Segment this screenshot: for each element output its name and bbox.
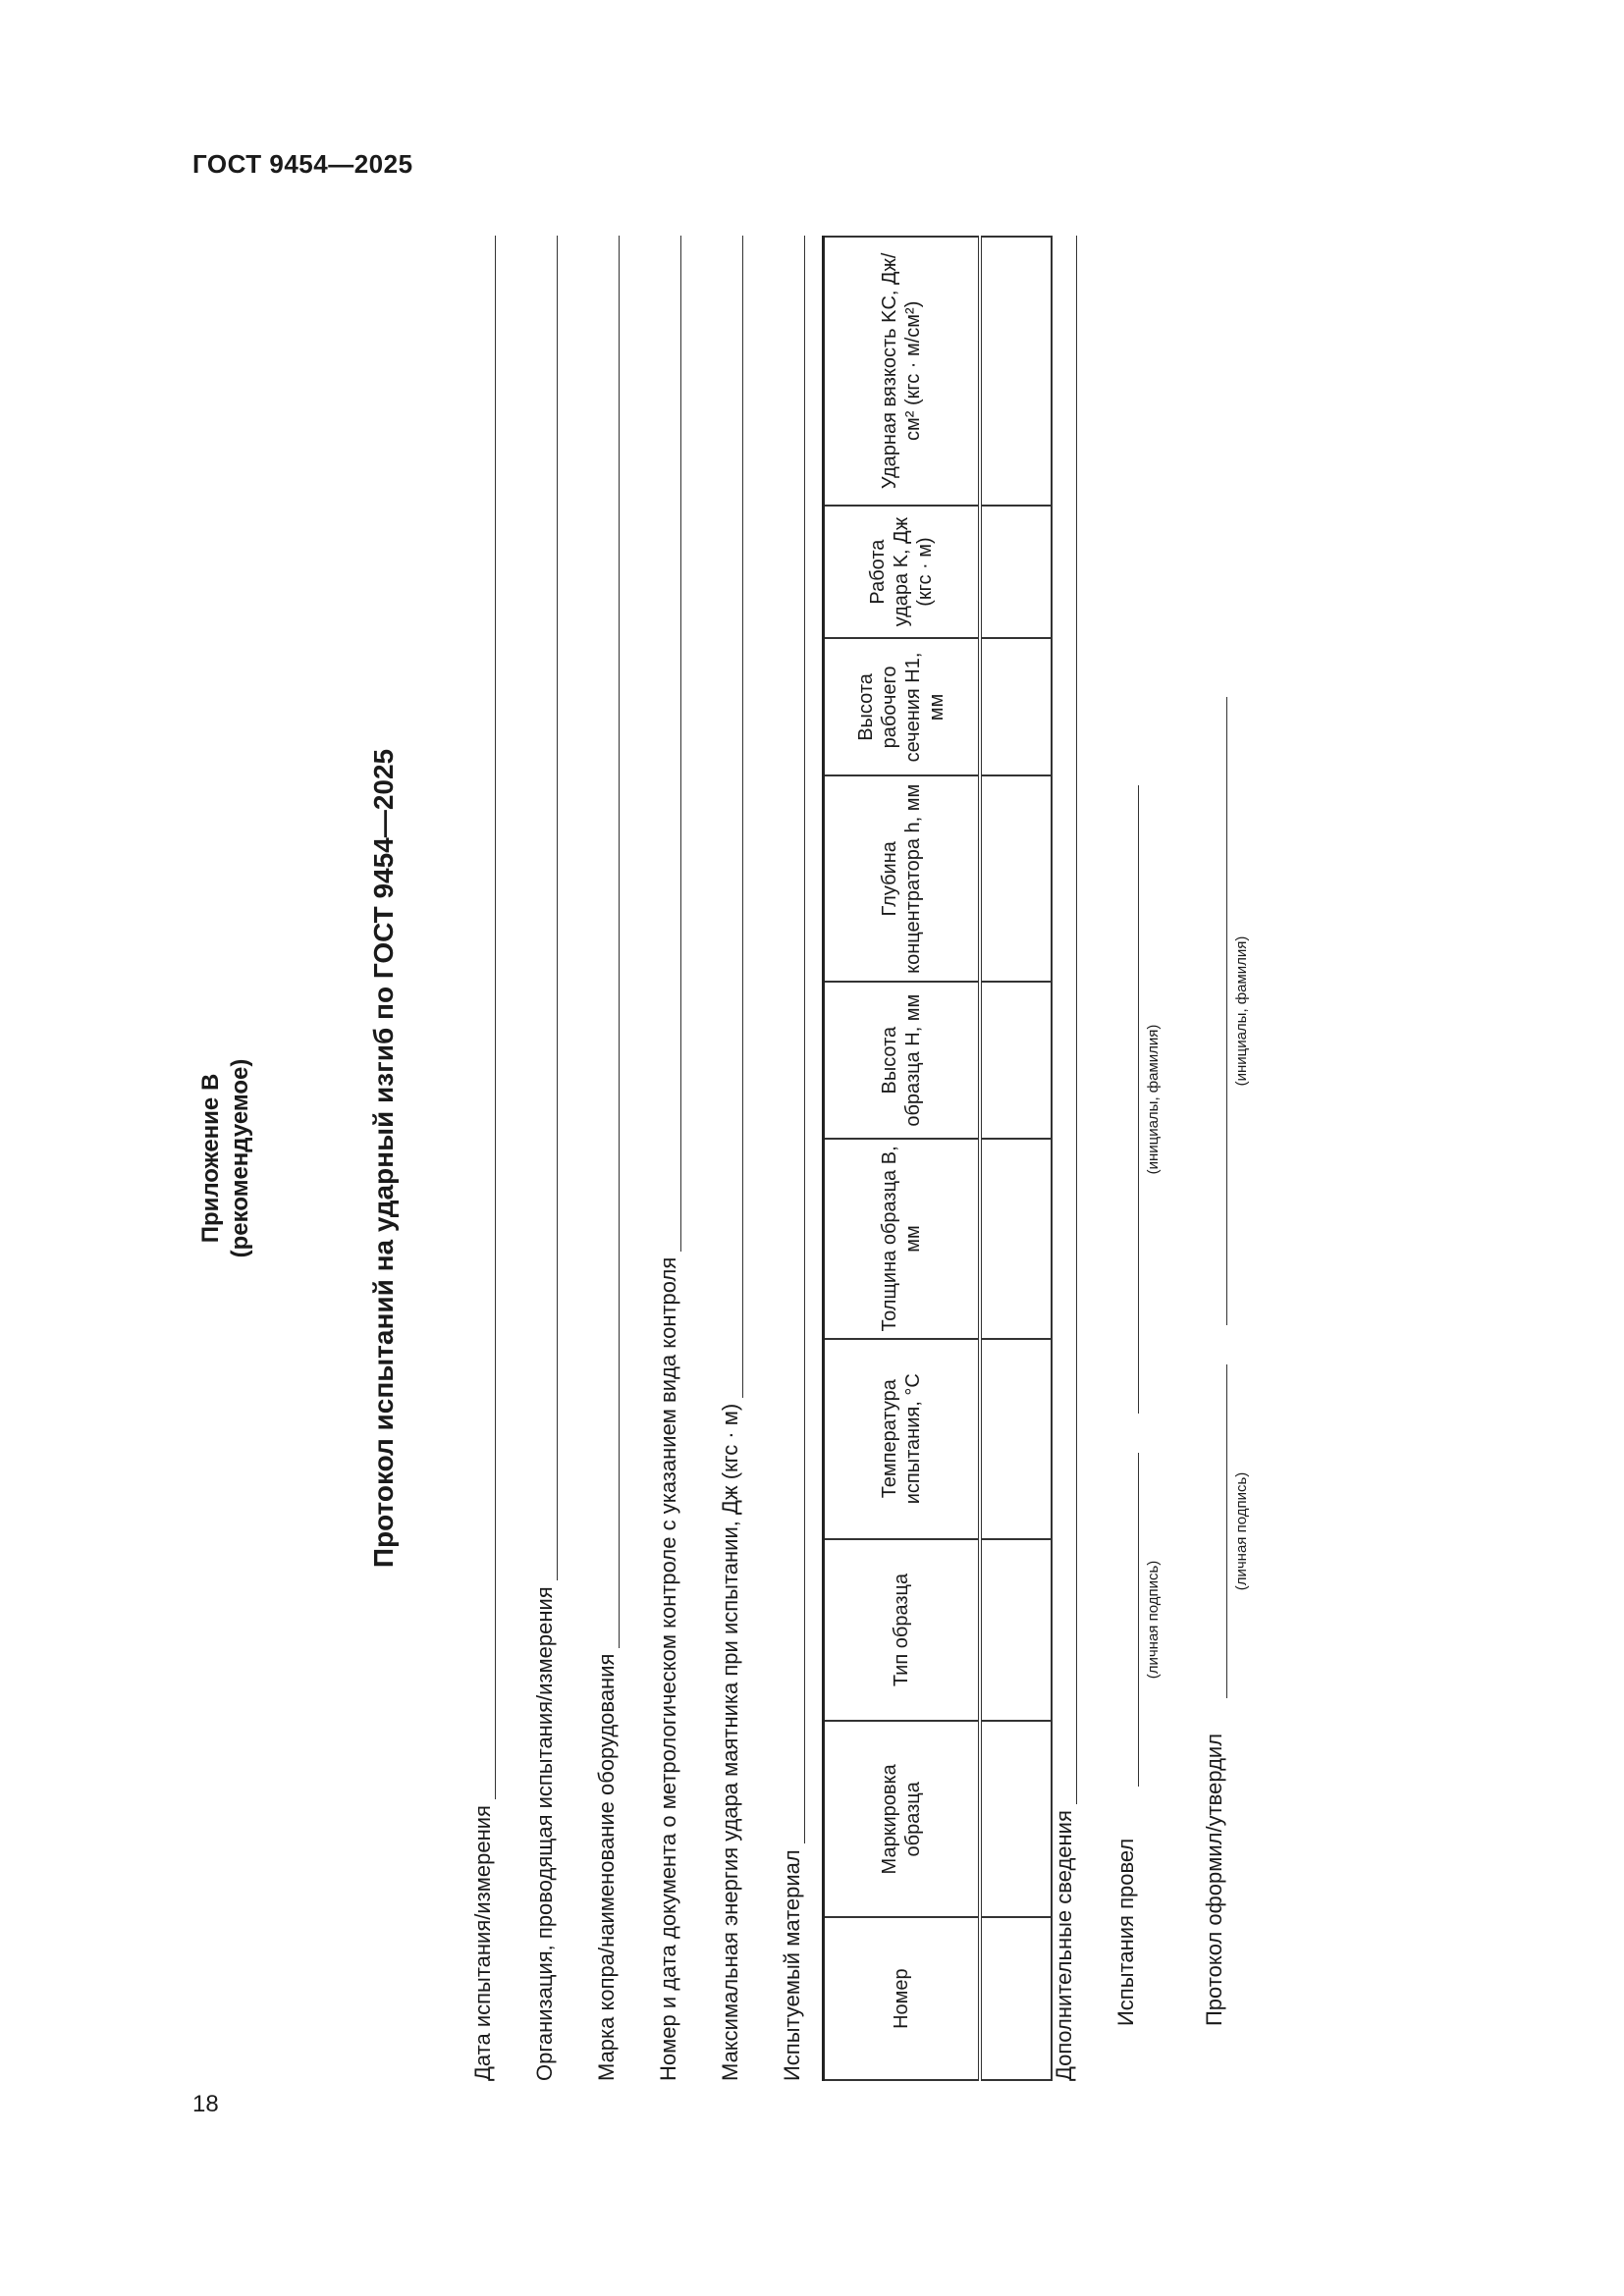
signature-tested-by-sign-line[interactable]	[1116, 1453, 1139, 1787]
signature-tested-by-name-line[interactable]	[1116, 785, 1139, 1414]
field-metrology-doc-line[interactable]	[661, 236, 681, 1252]
field-machine-label: Марка копра/наименование оборудования	[594, 1653, 619, 2081]
standard-header: ГОСТ 9454—2025	[192, 149, 413, 179]
appendix-title: Приложение В	[197, 1073, 224, 1244]
page-number: 18	[192, 2091, 219, 2117]
col-working-height: Высота рабочего сечения H1, мм	[824, 639, 981, 776]
signature-prepared-by-name-line[interactable]	[1205, 697, 1227, 1325]
table-cell[interactable]	[980, 1339, 1052, 1539]
col-notch-depth: Глубина концентратора h, мм	[824, 775, 981, 982]
table-cell[interactable]	[980, 1721, 1052, 1917]
table-cell[interactable]	[980, 237, 1052, 506]
col-marking: Маркировка образца	[824, 1721, 981, 1917]
field-test-date-line[interactable]	[475, 236, 496, 1799]
table-cell[interactable]	[980, 506, 1052, 639]
col-height: Высота образца H, мм	[824, 982, 981, 1139]
table-cell[interactable]	[980, 1539, 1052, 1722]
field-metrology-doc-label: Номер и дата документа о метрологическом контроле с указанием вида контроля	[656, 1256, 680, 2081]
table-cell[interactable]	[980, 982, 1052, 1139]
field-material-line[interactable]	[785, 236, 805, 1843]
field-metrology-doc	[652, 236, 681, 2081]
signature-prepared-by	[1198, 236, 1250, 2081]
col-type: Тип образца	[824, 1539, 981, 1722]
table-cell[interactable]	[980, 639, 1052, 776]
signature-tested-by-name-caption: (инициалы, фамилия)	[1145, 1024, 1162, 1175]
appendix-subtitle: (рекомендуемое)	[227, 1058, 253, 1258]
results-table	[822, 236, 1053, 2081]
signature-prepared-by-sign-line[interactable]	[1205, 1364, 1227, 1698]
field-max-energy-line[interactable]	[723, 236, 743, 1398]
table-header-row	[824, 237, 981, 2080]
field-test-date	[466, 236, 496, 2081]
field-max-energy-label: Максимальная энергия удара маятника при испытании, Дж (кгс · м)	[718, 1403, 742, 2081]
field-max-energy	[714, 236, 743, 2081]
field-organization-line[interactable]	[537, 236, 558, 1580]
signature-prepared-by-sign-caption: (личная подпись)	[1233, 1471, 1250, 1591]
field-organization	[528, 236, 558, 2081]
field-organization-label: Организация, проводящая испытания/измерения	[532, 1586, 557, 2081]
field-test-date-label: Дата испытания/измерения	[470, 1805, 495, 2081]
col-temperature: Температура испытания, °С	[824, 1339, 981, 1539]
signature-prepared-by-label: Протокол оформил/утвердил	[1202, 1733, 1226, 2026]
signature-tested-by-label: Испытания провел	[1113, 1838, 1138, 2026]
field-additional-info-line[interactable]	[1056, 236, 1077, 1804]
signature-tested-by-sign-caption: (личная подпись)	[1145, 1560, 1162, 1680]
col-impact-work: Работа удара K, Дж (кгс · м)	[824, 506, 981, 639]
col-impact-toughness: Ударная вязкость KC, Дж/см² (кгс · м/см²)	[824, 237, 981, 506]
field-material-label: Испытуемый материал	[780, 1849, 804, 2081]
protocol-title: Протокол испытаний на ударный изгиб по ГОСТ 9454—2025	[368, 748, 399, 1569]
field-machine	[590, 236, 620, 2081]
table-cell[interactable]	[980, 1917, 1052, 2080]
table-cell[interactable]	[980, 1139, 1052, 1339]
signature-tested-by	[1110, 236, 1162, 2081]
rotated-protocol-form	[177, 236, 1355, 2081]
table-cell[interactable]	[980, 775, 1052, 982]
col-number: Номер	[824, 1917, 981, 2080]
appendix-heading	[196, 236, 255, 2081]
field-material	[776, 236, 805, 2081]
table-row	[980, 237, 1052, 2080]
field-additional-info	[1048, 236, 1077, 2081]
field-additional-info-label: Дополнительные сведения	[1052, 1810, 1076, 2081]
col-thickness: Толщина образца B, мм	[824, 1139, 981, 1339]
field-machine-line[interactable]	[599, 236, 620, 1648]
signature-prepared-by-name-caption: (инициалы, фамилия)	[1233, 935, 1250, 1087]
